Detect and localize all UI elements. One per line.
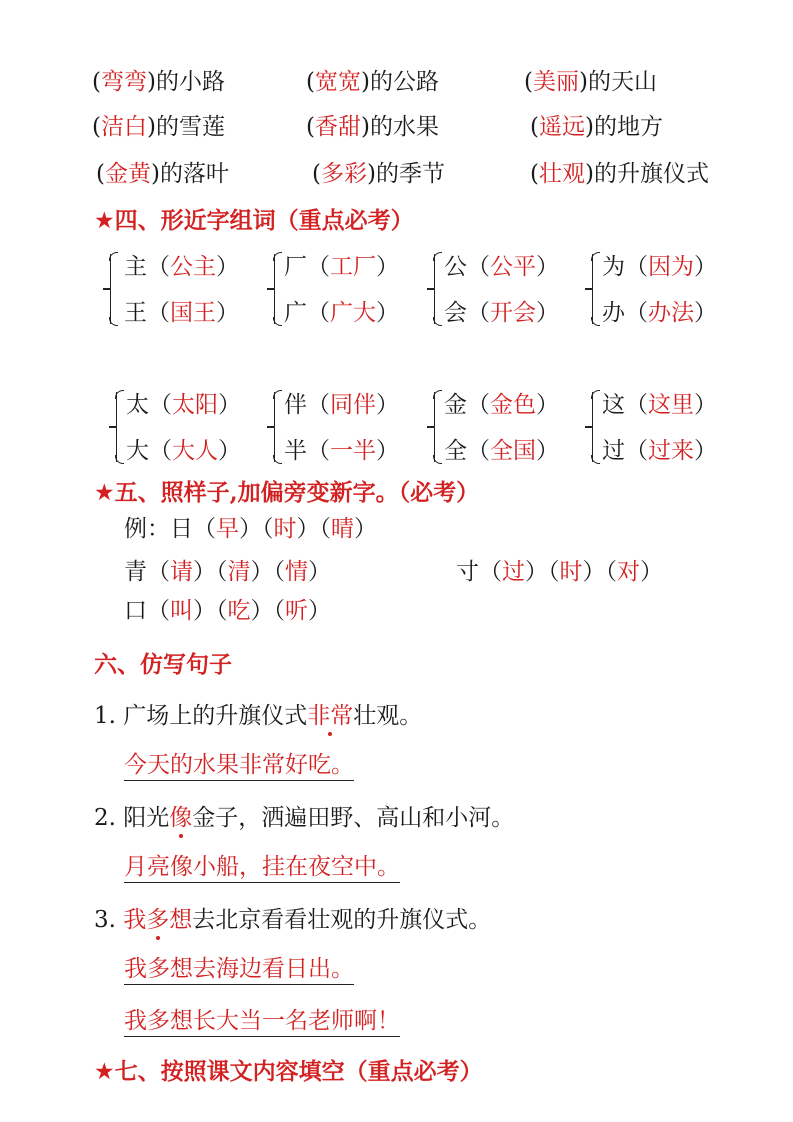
brace-icon <box>274 254 283 324</box>
modifier-item: (宽宽)的公路 <box>306 69 439 95</box>
char-entry: 全（全国） <box>444 438 559 464</box>
brace-icon <box>434 392 443 462</box>
answer-word: 壮观 <box>538 161 585 187</box>
radical-row: 青（请）（清）（情） <box>124 559 331 585</box>
example-row: 例：日（早）（时）（晴） <box>124 516 377 542</box>
brace-icon <box>592 254 601 324</box>
modifier-item: (弯弯)的小路 <box>92 69 225 95</box>
char-entry: 为（因为） <box>602 254 717 280</box>
sentence-answer: 今天的水果非常好吃。 <box>124 754 354 781</box>
char-entry: 主（公主） <box>124 254 239 280</box>
key-phrase: 我多想 <box>123 907 193 933</box>
char-entry: 公（公平） <box>444 254 559 280</box>
brace-icon <box>434 254 443 324</box>
char-entry: 太（太阳） <box>126 392 241 418</box>
section-heading: 六、仿写句子 <box>94 651 232 678</box>
brace-icon <box>592 392 601 462</box>
answer-word: 美丽 <box>532 69 579 95</box>
answer-word: 遥远 <box>538 114 585 140</box>
section-heading: ★七、按照课文内容填空（重点必考） <box>94 1058 483 1085</box>
sentence-prompt: 1. 广场上的升旗仪式非常壮观。 <box>94 703 423 729</box>
sentence-answer: 月亮像小船，挂在夜空中。 <box>124 856 400 883</box>
star-icon: ★ <box>94 208 115 234</box>
char-entry: 大（大人） <box>126 438 241 464</box>
modifier-item: (金黄)的落叶 <box>96 161 229 187</box>
char-entry: 王（国王） <box>124 300 239 326</box>
sentence-prompt: 2. 阳光像金子，洒遍田野、高山和小河。 <box>94 805 515 831</box>
sentence-answer: 我多想去海边看日出。 <box>124 958 354 985</box>
char-entry: 厂（工厂） <box>284 254 399 280</box>
star-icon: ★ <box>94 480 115 506</box>
modifier-item: (多彩)的季节 <box>312 161 445 187</box>
sentence-answer: 我多想长大当一名老师啊！ <box>124 1010 400 1037</box>
sentence-prompt: 3. 我多想去北京看看壮观的升旗仪式。 <box>94 907 492 933</box>
brace-icon <box>274 392 283 462</box>
modifier-item: (壮观)的升旗仪式 <box>530 161 709 187</box>
char-entry: 金（金色） <box>444 392 559 418</box>
modifier-item: (美丽)的天山 <box>524 69 657 95</box>
char-entry: 伴（同伴） <box>284 392 399 418</box>
radical-row: 寸（过）（时）（对） <box>456 559 663 585</box>
answer-word: 宽宽 <box>314 69 361 95</box>
radical-row: 口（叫）（吃）（听） <box>124 598 331 624</box>
section-heading: ★五、照样子,加偏旁变新字。（必考） <box>94 479 480 506</box>
answer-word: 香甜 <box>314 114 361 140</box>
char-entry: 这（这里） <box>602 392 717 418</box>
key-phrase: 非常 <box>307 703 354 729</box>
brace-icon <box>110 254 119 324</box>
section-heading: ★四、形近字组词（重点必考） <box>94 207 414 234</box>
answer-word: 多彩 <box>320 161 367 187</box>
char-entry: 办（办法） <box>602 300 717 326</box>
char-entry: 广（广大） <box>284 300 399 326</box>
key-phrase: 像 <box>169 805 193 831</box>
star-icon: ★ <box>94 1059 115 1085</box>
modifier-item: (洁白)的雪莲 <box>92 114 225 140</box>
brace-icon <box>116 392 125 462</box>
modifier-item: (香甜)的水果 <box>306 114 439 140</box>
answer-word: 洁白 <box>100 114 147 140</box>
char-entry: 过（过来） <box>602 438 717 464</box>
modifier-item: (遥远)的地方 <box>530 114 663 140</box>
char-entry: 会（开会） <box>444 300 559 326</box>
answer-word: 弯弯 <box>100 69 147 95</box>
answer-word: 金黄 <box>104 161 151 187</box>
char-entry: 半（一半） <box>284 438 399 464</box>
